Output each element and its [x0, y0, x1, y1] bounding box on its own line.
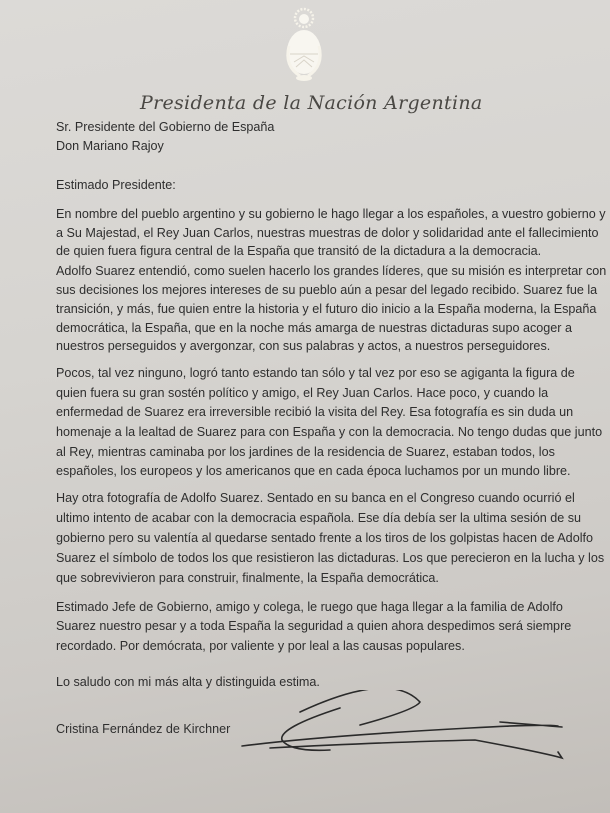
coat-of-arms-emblem — [280, 6, 328, 84]
recipient-line: Don Mariano Rajoy — [56, 139, 164, 153]
paragraph-2-line: quien fuera su gran sostén político y amigo, el Rey Juan Carlos. Hace poco, y cuando la — [56, 386, 549, 400]
paragraph-1-line: a Su Majestad, el Rey Juan Carlos, nuestras muestras de dolor y solidaridad ante el fallecimiento — [56, 226, 599, 240]
paragraph-3-line: Hay otra fotografía de Adolfo Suarez. Sentado en su banca en el Congreso cuando ocurrió el — [56, 491, 575, 505]
paragraph-4-line: Estimado Jefe de Gobierno, amigo y colega, le ruego que haga llegar a la familia de Adolfo — [56, 600, 563, 614]
paragraph-3-line: Suarez el símbolo de todos los que resistieron las dictaduras. Los que perecieron en la lucha y los — [56, 551, 605, 565]
signatory-name: Cristina Fernández de Kirchner — [56, 722, 231, 736]
paragraph-3-line: gobierno pero su valentía al quedarse sentado frente a los tiros de los golpistas hacen de Adolfo — [56, 531, 593, 545]
paragraph-1-line: En nombre del pueblo argentino y su gobierno le hago llegar a los españoles, a vuestro gobierno y — [56, 207, 606, 221]
paragraph-4-line: Suarez nuestro pesar y a toda España la seguridad a quien ahora despedimos será siempre — [56, 619, 572, 633]
paragraph-1-line: nuestros perseguidos y avergonzar, con sus palabras y actos, a nuestros perseguidores. — [56, 339, 551, 353]
paragraph-1-line: Adolfo Suarez entendió, como suelen hacerlo los grandes líderes, que su misión es interpretar con — [56, 264, 607, 278]
paragraph-2-line: Pocos, tal vez ninguno, logró tanto estando tan sólo y tal vez por eso se agiganta la figura de — [56, 366, 575, 380]
paragraph-1-line: de quien fuera figura central de la España que transitó de la dictadura a la democracia. — [56, 244, 542, 258]
paragraph-1-line: democrática, la España, que en la noche más amarga de nuestras dictaduras supo acoger a — [56, 321, 572, 335]
recipient-line: Sr. Presidente del Gobierno de España — [56, 120, 275, 134]
signature — [240, 690, 570, 770]
closing-line: Lo saludo con mi más alta y distinguida estima. — [56, 675, 320, 689]
paragraph-1-line: sus decisiones los mejores intereses de su pueblo aún a pesar del legado recibido. Suarez fue la — [56, 283, 598, 297]
letterhead-title: Presidenta de la Nación Argentina — [140, 92, 483, 114]
salutation: Estimado Presidente: — [56, 178, 176, 192]
paragraph-3-line: ultimo intento de acabar con la democracia española. Ese día debía ser la ultima sesión de su — [56, 511, 582, 525]
paragraph-2-line: homenaje a la lealtad de Suarez para con España y con la democracia. No tengo dudas que junto — [56, 425, 603, 439]
paragraph-2-line: enfermedad de Suarez era irreversible recibió la visita del Rey. Esa fotografía es sin duda un — [56, 405, 574, 419]
paragraph-2-line: al Rey, mientras caminaba por los jardines de la residencia de Suarez, estaban todos, los — [56, 445, 555, 459]
paragraph-3-line: que sobrevivieron para construir, finalmente, la España democrática. — [56, 571, 439, 585]
paragraph-2-line: españoles, los europeos y los americanos que en cada época luchamos por un mundo libre. — [56, 464, 571, 478]
paragraph-1-line: transición, y más, fue quien entre la historia y el futuro dio inicio a la España moderna, la España — [56, 302, 597, 316]
paragraph-4-line: recordado. Por demócrata, por valiente y por leal a las causas populares. — [56, 639, 465, 653]
